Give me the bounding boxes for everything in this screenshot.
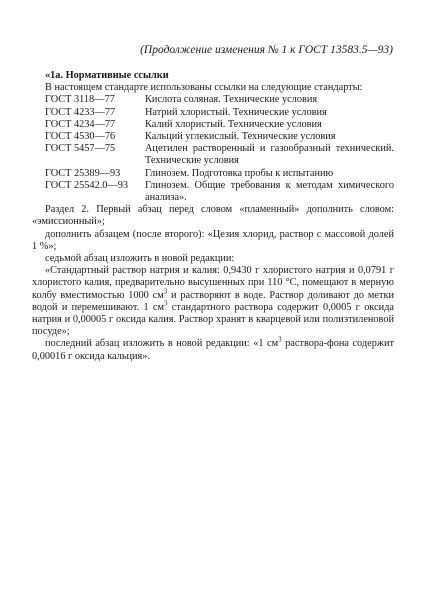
last-paragraph-instruction xyxy=(32,338,394,362)
standard-title: Глинозем. Подготовка пробы к испытанию xyxy=(145,167,334,179)
standard-code: ГОСТ 3118—77 xyxy=(45,94,115,106)
standard-solution-paragraph xyxy=(32,265,394,338)
standard-row xyxy=(32,94,394,106)
standard-code: ГОСТ 4530—76 xyxy=(45,131,116,143)
standard-row xyxy=(32,143,394,167)
standard-title: Калий хлористый. Технические условия xyxy=(145,118,322,130)
last-paragraph-part: последний абзац изложить в новой редакции: «1 см xyxy=(45,338,279,350)
superscript: 3 xyxy=(164,299,168,308)
standard-row xyxy=(32,119,394,131)
standard-code: ГОСТ 5457—75 xyxy=(45,143,116,155)
solution-text-part: и растворяют в воде. Раствор доливают до метки водой и перемешивают. 1 см xyxy=(32,289,394,313)
standard-code: ГОСТ 25542.0—93 xyxy=(45,179,129,191)
section-2-paragraph: Раздел 2. Первый абзац перед словом «пламенный» дополнить словом: «эмиссионный»; xyxy=(32,204,394,228)
intro-paragraph: В настоящем стандарте использованы ссылки на следующие стандарты: xyxy=(45,82,363,94)
section-heading: «1а. Нормативные ссылки xyxy=(45,70,169,81)
seventh-paragraph-instruction: седьмой абзац изложить в новой редакции: xyxy=(45,253,235,265)
solution-text-part: стандартного раствора содержит 0,0005 г оксида натрия и 0,00005 г оксида калия. Раствор хранят в кварцевой или полиэтиленовой посуде»; xyxy=(32,301,394,338)
standard-title: Ацетилен растворенный и газообразный технический. Технические условия xyxy=(145,143,394,167)
standard-title: Глинозем. Общие требования к методам химического анализа». xyxy=(145,179,394,204)
add-paragraph-instruction: дополнить абзацем (после второго): «Цезия хлорид, раствор с массовой долей 1 %»; xyxy=(32,228,394,252)
running-head: (Продолжение изменения № 1 к ГОСТ 13583.5—93) xyxy=(140,44,393,56)
standard-row xyxy=(32,180,394,204)
superscript: 3 xyxy=(163,287,168,296)
standard-title: Кислота соляная. Технические условия xyxy=(145,94,318,106)
standard-code: ГОСТ 25389—93 xyxy=(45,167,121,179)
superscript: 3 xyxy=(278,336,282,345)
solution-text-part: «Стандартный раствор натрия и калия: 0,9430 г хлористого натрия и 0,0791 г хлористого калия, предварительно высушенных при 110 °С, помещают в мерную колбу вместимостью 1000 см xyxy=(32,265,394,301)
standard-code: ГОСТ 4233—77 xyxy=(45,106,116,118)
standard-row xyxy=(32,107,394,119)
standard-code: ГОСТ 4234—77 xyxy=(45,118,116,130)
standard-title: Кальций углекислый. Технические условия xyxy=(145,131,336,143)
last-paragraph-part: раствора-фона содержит 0,00016 г оксида кальция». xyxy=(32,338,394,362)
standard-row xyxy=(32,131,394,143)
document-body xyxy=(32,70,394,363)
standard-row xyxy=(32,168,394,180)
standard-title: Натрий хлористый. Технические условия xyxy=(145,106,327,118)
standards-list xyxy=(32,94,394,204)
